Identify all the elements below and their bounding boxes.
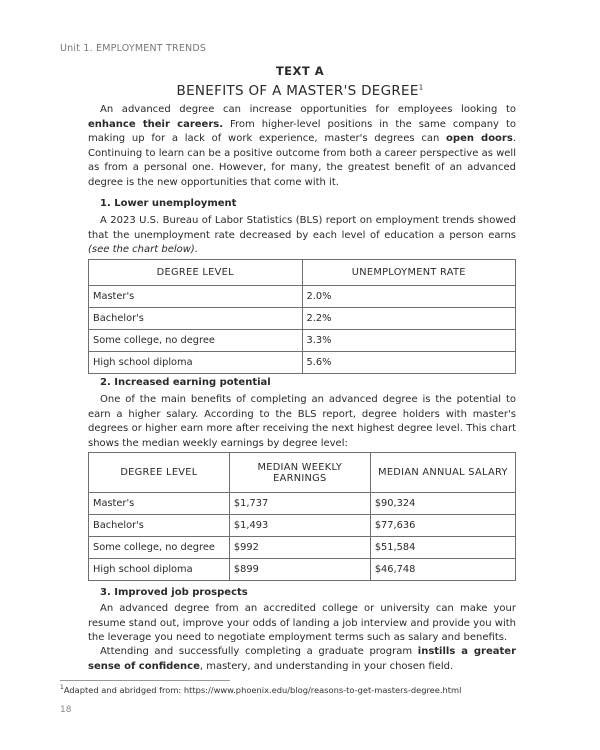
- section3-text-c: , mastery, and understanding in your chosen field.: [199, 660, 454, 672]
- table-row: [89, 515, 516, 537]
- title-footnote-mark: 1: [418, 83, 424, 92]
- title-text: BENEFITS OF A MASTER'S DEGREE: [176, 83, 419, 99]
- text-label: TEXT A: [275, 64, 325, 78]
- footnote-divider: [60, 680, 230, 681]
- footnote-mark: 1: [60, 684, 64, 691]
- table-cell: $899: [229, 559, 370, 581]
- section3-paragraph-2: [88, 645, 516, 674]
- table-cell: $51,584: [370, 537, 515, 559]
- table-cell: $77,636: [370, 515, 515, 537]
- column-header: DEGREE LEVEL: [89, 260, 303, 286]
- table-header-row: [89, 260, 516, 286]
- unemployment-table: [88, 259, 516, 374]
- earnings-table: [88, 452, 516, 581]
- table-cell: $90,324: [370, 493, 515, 515]
- intro-bold-2: open doors: [446, 133, 513, 144]
- table-cell: $992: [229, 537, 370, 559]
- table-row: [89, 330, 516, 352]
- table-row: [89, 537, 516, 559]
- table-cell: High school diploma: [89, 352, 303, 374]
- table-cell: Some college, no degree: [89, 537, 230, 559]
- table-cell: $1,493: [229, 515, 370, 537]
- section1-paragraph: [88, 214, 516, 258]
- column-header: UNEMPLOYMENT RATE: [302, 260, 516, 286]
- section-heading-2: 2. Increased earning potential: [100, 377, 271, 388]
- section1-text: A 2023 U.S. Bureau of Labor Statistics (BLS) report on employment trends showed that the unemployment rate decreased by each level of education a person earns: [88, 215, 516, 241]
- page-number: 18: [60, 705, 72, 715]
- intro-bold-1: enhance their careers.: [88, 118, 224, 130]
- section2-paragraph: One of the main benefits of completing an advanced degree is the potential to earn a higher salary. According to the BLS report, degree holders with master's degrees or higher earn more after receiving the next highest degree level. This chart shows the median weekly earnings by degree level:: [88, 394, 516, 449]
- table-cell: 2.2%: [302, 308, 516, 330]
- table-cell: Bachelor's: [89, 308, 303, 330]
- section-heading-1: 1. Lower unemployment: [100, 198, 237, 209]
- table-row: [89, 352, 516, 374]
- column-header: MEDIAN WEEKLY EARNINGS: [229, 453, 370, 493]
- running-head: Unit 1. EMPLOYMENT TRENDS: [60, 43, 207, 54]
- table-cell: Some college, no degree: [89, 330, 303, 352]
- table-cell: 2.0%: [302, 286, 516, 308]
- section-heading-3: 3. Improved job prospects: [100, 587, 248, 598]
- table-cell: $1,737: [229, 493, 370, 515]
- table-row: [89, 308, 516, 330]
- table-cell: 5.6%: [302, 352, 516, 374]
- column-header: DEGREE LEVEL: [89, 453, 230, 493]
- intro-text-2: From higher-level positions in the same company to making up for a lack of work experience, master's degrees can: [88, 118, 516, 144]
- column-header: MEDIAN ANNUAL SALARY: [370, 453, 515, 493]
- table-cell: Master's: [89, 493, 230, 515]
- table-header-row: [89, 453, 516, 493]
- table-row: [89, 286, 516, 308]
- table-cell: Bachelor's: [89, 515, 230, 537]
- table-row: [89, 559, 516, 581]
- table-row: [89, 493, 516, 515]
- page-title: [0, 83, 600, 99]
- intro-text-3: . Continuing to learn can be a positive outcome from both a career perspective as well as from a personal one. However, for many, the greatest benefit of an advanced degree is the new opportunities that come with it.: [88, 133, 517, 188]
- section1-note: (see the chart below).: [88, 244, 199, 255]
- section3-bold: instills a greater sense of confidence: [88, 646, 516, 672]
- footnote-text: Adapted and abridged from: https://www.phoenix.edu/blog/reasons-to-get-masters-degree.html: [63, 684, 462, 695]
- table-cell: High school diploma: [89, 559, 230, 581]
- section3-paragraph-1: An advanced degree from an accredited college or university can make your resume stand out, improve your odds of landing a job interview and provide you with the leverage you need to negotiate employment terms such as salary and benefits.: [88, 603, 516, 643]
- intro-text-1: An advanced degree can increase opportunities for employees looking to: [100, 104, 516, 115]
- intro-paragraph: [88, 103, 516, 190]
- table-cell: $46,748: [370, 559, 515, 581]
- table-cell: 3.3%: [302, 330, 516, 352]
- footnote: [60, 684, 461, 695]
- section3-text-a: Attending and successfully completing a graduate program: [100, 646, 418, 657]
- table-cell: Master's: [89, 286, 303, 308]
